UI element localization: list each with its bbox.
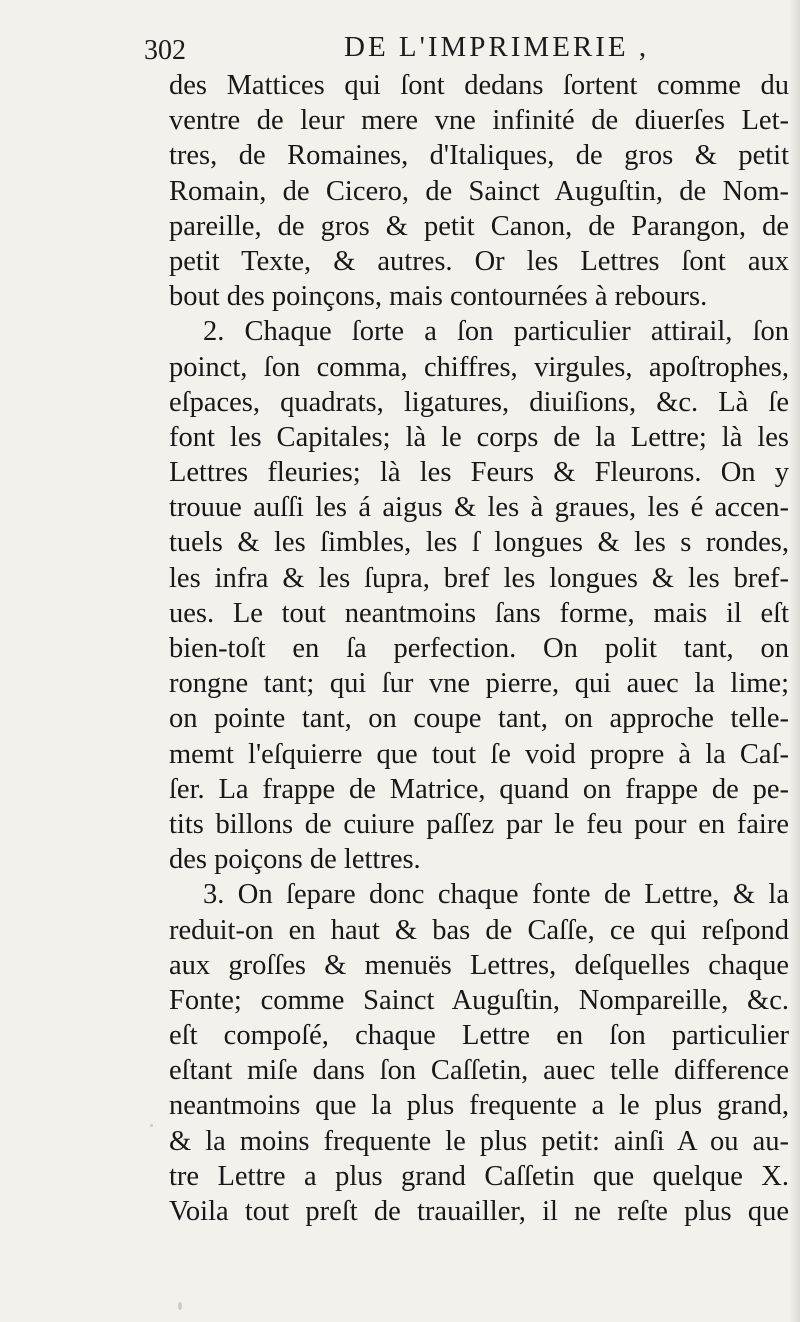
text-line: tits billons de cuiure paſſez par le feu pour en faire [169, 808, 789, 840]
text-line: ſer. La frappe de Matrice, quand on frappe de pe- [169, 773, 789, 805]
text-line: bout des poinçons, mais contournées à rebours. [169, 281, 708, 313]
text-line: memt l'eſquierre que tout ſe void propre à la Caſ- [169, 738, 789, 770]
text-line: Fonte; comme Sainct Auguſtin, Nompareille, &c. [169, 984, 789, 1016]
running-title: DE L'IMPRIMERIE , [344, 31, 650, 63]
text-line: pareille, de gros & petit Canon, de Parangon, de [169, 210, 789, 242]
ink-speck [150, 1124, 153, 1127]
text-line: neantmoins que la plus frequente a le plus grand, [169, 1090, 789, 1122]
paragraph-3-start: 3. On ſepare donc chaque fonte de Lettre, & la [203, 879, 789, 911]
text-line: eſt compoſé, chaque Lettre en ſon particulier [169, 1020, 789, 1052]
text-line: Lettres fleuries; là les Feurs & Fleurons. On y [169, 457, 789, 489]
text-line: trouue auſſi les á aigus & les à graues, les é accen- [169, 492, 789, 524]
text-line: petit Texte, & autres. Or les Lettres ſont aux [169, 245, 789, 277]
ink-speck [178, 1302, 182, 1310]
text-line: tre Lettre a plus grand Caſſetin que quelque X. [169, 1160, 789, 1192]
text-line: eſpaces, quadrats, ligatures, diuiſions, &c. Là ſe [169, 386, 789, 418]
text-line: des poiçons de lettres. [169, 844, 421, 876]
text-line: eſtant miſe dans ſon Caſſetin, auec telle difference [169, 1055, 789, 1087]
body-text [169, 68, 789, 1229]
text-line: font les Capitales; là le corps de la Lettre; là les [169, 421, 789, 453]
page-number: 302 [144, 35, 186, 66]
text-line: des Mattices qui ſont dedans ſortent comme du [169, 70, 789, 101]
page-edge-shadow [790, 0, 800, 1322]
text-line: poinct, ſon comma, chiffres, virgules, apoſtrophes, [169, 351, 789, 383]
paragraph-2-start: 2. Chaque ſorte a ſon particulier attirail, ſon [203, 316, 789, 348]
text-line: les infra & les ſupra, bref les longues & les bref- [169, 562, 789, 594]
text-line: Voila tout preſt de trauailler, il ne reſte plus que [169, 1196, 789, 1227]
text-line: aux groſſes & menuës Lettres, deſquelles chaque [169, 949, 789, 981]
text-line: reduit-on en haut & bas de Caſſe, ce qui reſpond [169, 914, 789, 946]
text-line: tuels & les ſimbles, les ſ longues & les s rondes, [169, 527, 789, 559]
text-line: rongne tant; qui ſur vne pierre, qui auec la lime; [169, 668, 789, 700]
text-line: ventre de leur mere vne infinité de diuerſes Let- [169, 105, 789, 137]
text-line: & la moins frequente le plus petit: ainſi A ou au- [169, 1125, 789, 1157]
running-head [144, 10, 764, 70]
text-line: Romain, de Cicero, de Sainct Auguſtin, de Nom- [169, 175, 789, 207]
text-line: on pointe tant, on coupe tant, on approche telle- [169, 703, 789, 735]
text-line: bien-toſt en ſa perfection. On polit tant, on [169, 633, 789, 664]
text-line: ues. Le tout neantmoins ſans forme, mais il eſt [169, 597, 789, 629]
text-line: tres, de Romaines, d'Italiques, de gros & petit [169, 140, 789, 172]
